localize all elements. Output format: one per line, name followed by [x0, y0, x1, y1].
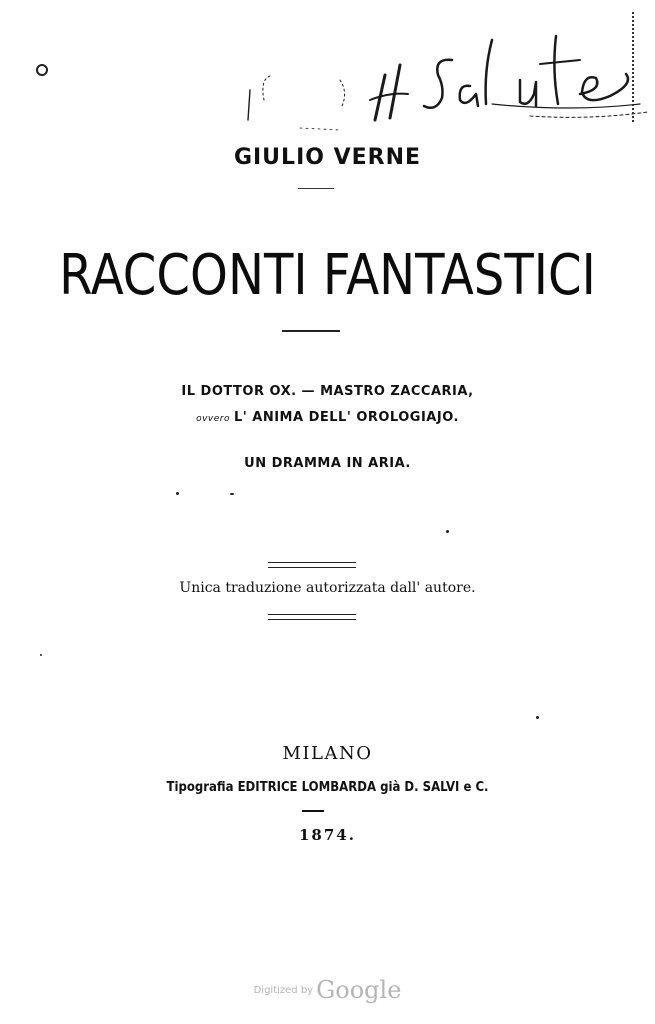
contents-line-1: IL DOTTOR OX. — MASTRO ZACCARIA,: [181, 384, 474, 399]
scan-speck: [40, 654, 42, 656]
imprint-publisher: Tipografia EDITRICE LOMBARDA già D. SALVI e C.: [166, 780, 489, 795]
scan-edge-marks: [632, 12, 638, 122]
book-title: RACCONTI FANTASTICI: [59, 243, 596, 308]
scan-speck: [536, 716, 539, 719]
contents-line-2: [0, 410, 655, 425]
title-rule: [282, 330, 340, 332]
ornament-dash: [298, 188, 334, 189]
scan-speck: [176, 492, 179, 495]
handwritten-signature: [230, 20, 650, 140]
watermark-prefix: Digitized by: [253, 984, 314, 996]
imprint-bar: [302, 810, 324, 812]
author-name: GIULIO VERNE: [233, 145, 422, 170]
scan-speck: [230, 493, 234, 495]
translation-note: Unica traduzione autorizzata dall' autore.: [179, 580, 476, 596]
double-rule-bottom: [268, 614, 356, 620]
watermark-brand: Google: [316, 976, 402, 1004]
contents-line-2-prefix: ovvero: [196, 414, 230, 424]
imprint-year: 1874.: [299, 826, 356, 844]
contents-line-3: UN DRAMMA IN ARIA.: [244, 456, 411, 471]
double-rule-top: [268, 562, 356, 568]
scan-speck: [36, 64, 48, 76]
scan-speck: [446, 530, 449, 533]
imprint-city: MILANO: [282, 743, 373, 764]
digitization-watermark: [0, 976, 655, 1004]
contents-line-2-text: L' ANIMA DELL' OROLOGIAJO.: [233, 410, 459, 425]
